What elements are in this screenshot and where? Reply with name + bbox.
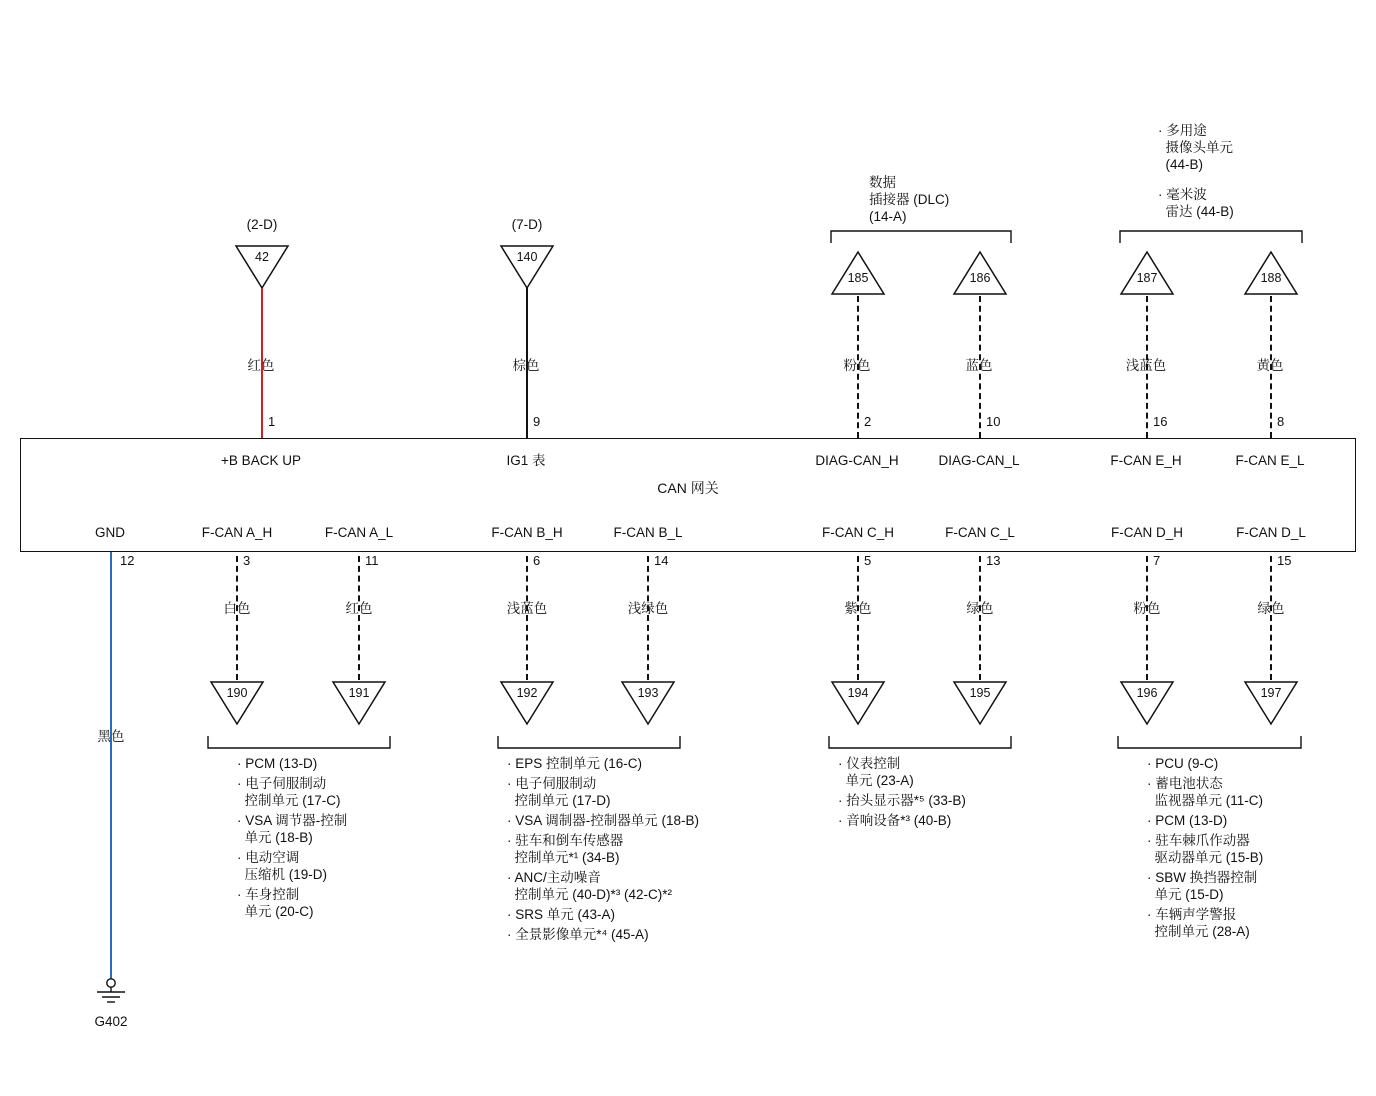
top-group-label-camera-line5: 雷达 (44-B)	[1158, 204, 1234, 219]
group-b-item-5: · SRS 单元 (43-A)	[507, 907, 616, 922]
connector-186-number: 186	[969, 271, 991, 285]
group-d-item-1b: 监视器单元 (11-C)	[1147, 793, 1264, 808]
port-label-f-can-a-h: F-CAN A_H	[201, 525, 273, 540]
connector-194-number: 194	[847, 686, 869, 700]
wire-color-187: 浅蓝色	[1125, 358, 1167, 373]
group-a-item-4: · 车身控制	[237, 887, 300, 902]
group-a-item-3b: 压缩机 (19-D)	[237, 867, 328, 882]
port-label-diag-can-h: DIAG-CAN_H	[815, 453, 899, 468]
wire-gnd	[110, 552, 112, 984]
group-d-item-5: · 车辆声学警报	[1147, 907, 1237, 922]
top-group-label-dlc-line3: (14-A)	[869, 209, 907, 224]
group-b-item-6: · 全景影像单元*⁴ (45-A)	[507, 927, 649, 942]
pin-number-6: 6	[533, 553, 541, 568]
group-d-item-4: · SBW 换挡器控制	[1147, 870, 1258, 885]
pin-number-13: 13	[986, 553, 1001, 568]
wire-194	[857, 556, 859, 680]
group-a-item-2b: 单元 (18-B)	[237, 830, 313, 845]
port-label-b-backup: +B BACK UP	[221, 453, 301, 468]
pin-number-12: 12	[120, 553, 135, 568]
bracket-group-d	[1117, 735, 1302, 751]
pin-number-2: 2	[864, 414, 872, 429]
wire-196	[1146, 556, 1148, 680]
wire-color-191: 红色	[345, 601, 373, 616]
group-b-item-3: · 驻车和倒车传感器	[507, 833, 624, 848]
port-label-diag-can-l: DIAG-CAN_L	[938, 453, 1020, 468]
connector-190-number: 190	[226, 686, 248, 700]
connector-197-number: 197	[1260, 686, 1282, 700]
group-a-item-0: · PCM (13-D)	[237, 756, 318, 771]
port-label-f-can-a-l: F-CAN A_L	[324, 525, 394, 540]
connector-191-number: 191	[348, 686, 370, 700]
group-b-item-0: · EPS 控制单元 (16-C)	[507, 756, 643, 771]
bracket-dlc	[830, 228, 1012, 244]
pin-number-5: 5	[864, 553, 872, 568]
pin-number-11: 11	[365, 553, 379, 568]
group-a-item-1b: 控制单元 (17-C)	[237, 793, 341, 808]
port-label-f-can-d-l: F-CAN D_L	[1236, 525, 1306, 540]
group-b-item-1b: 控制单元 (17-D)	[507, 793, 611, 808]
wire-color-196: 粉色	[1133, 601, 1161, 616]
top-group-label-camera-line3: (44-B)	[1158, 157, 1204, 172]
group-a-item-3: · 电动空调	[237, 850, 300, 865]
wire-color-140: 棕色	[512, 358, 540, 373]
top-group-label-camera-line1: · 多用途	[1158, 123, 1207, 138]
port-label-f-can-e-h: F-CAN E_H	[1110, 453, 1182, 468]
wire-color-197: 绿色	[1257, 601, 1285, 616]
group-c-item-1: · 抬头显示器*⁵ (33-B)	[838, 793, 966, 808]
group-d-item-5b: 控制单元 (28-A)	[1147, 924, 1250, 939]
bracket-group-b	[497, 735, 681, 751]
group-c-item-0: · 仪表控制	[838, 756, 901, 771]
pin-number-16: 16	[1153, 414, 1168, 429]
wire-color-188: 黄色	[1256, 358, 1284, 373]
bracket-group-c	[828, 735, 1012, 751]
port-label-f-can-e-l: F-CAN E_L	[1235, 453, 1305, 468]
wire-197	[1270, 556, 1272, 680]
wire-191	[358, 556, 360, 680]
group-a-item-2: · VSA 调节器-控制	[237, 813, 348, 828]
group-d-item-1: · 蓄电池状态	[1147, 776, 1223, 791]
wire-color-185: 粉色	[843, 358, 871, 373]
wire-color-193: 浅绿色	[627, 601, 669, 616]
port-label-f-can-d-h: F-CAN D_H	[1110, 525, 1183, 540]
group-b-item-4: · ANC/主动噪音	[507, 870, 601, 885]
bracket-group-a	[207, 735, 391, 751]
pin-number-3: 3	[243, 553, 251, 568]
top-group-label-1: (7-D)	[511, 217, 543, 232]
connector-196-number: 196	[1136, 686, 1158, 700]
wire-color-186: 蓝色	[965, 358, 993, 373]
pin-number-9: 9	[533, 414, 541, 429]
gateway-title: CAN 网关	[657, 480, 719, 496]
connector-140-number: 140	[516, 250, 538, 264]
group-b-item-2: · VSA 调制器-控制器单元 (18-B)	[507, 813, 700, 828]
port-label-f-can-b-l: F-CAN B_L	[613, 525, 683, 540]
wire-color-192: 浅蓝色	[506, 601, 548, 616]
group-b-item-1: · 电子伺服制动	[507, 776, 597, 791]
pin-number-7: 7	[1153, 553, 1161, 568]
pin-number-8: 8	[1277, 414, 1285, 429]
wire-190	[236, 556, 238, 680]
top-group-label-camera-line4: · 毫米波	[1158, 187, 1207, 202]
wire-195	[979, 556, 981, 680]
connector-188-number: 188	[1260, 271, 1282, 285]
group-a-item-1: · 电子伺服制动	[237, 776, 327, 791]
pin-number-14: 14	[654, 553, 669, 568]
wire-color-195: 绿色	[966, 601, 994, 616]
pin-number-1: 1	[268, 414, 276, 429]
wire-color-42: 红色	[247, 358, 275, 373]
wire-193	[647, 556, 649, 680]
connector-192-number: 192	[516, 686, 538, 700]
ground-symbol	[88, 978, 134, 1010]
top-group-label-dlc-line2: 插接器 (DLC)	[869, 192, 950, 207]
group-b-item-4b: 控制单元 (40-D)*³ (42-C)*²	[507, 887, 673, 902]
wire-192	[526, 556, 528, 680]
ground-label: G402	[94, 1014, 128, 1029]
pin-number-10: 10	[986, 414, 1001, 429]
top-group-label-0: (2-D)	[246, 217, 278, 232]
group-d-item-3b: 驱动器单元 (15-B)	[1147, 850, 1264, 865]
wire-color-gnd: 黑色	[97, 729, 125, 744]
connector-193-number: 193	[637, 686, 659, 700]
pin-number-15: 15	[1277, 553, 1292, 568]
group-d-item-2: · PCM (13-D)	[1147, 813, 1228, 828]
group-d-item-3: · 驻车棘爪作动器	[1147, 833, 1250, 848]
connector-42-number: 42	[255, 250, 269, 264]
top-group-label-dlc-line1: 数据	[869, 175, 896, 190]
connector-195-number: 195	[969, 686, 991, 700]
top-group-label-camera-line2: 摄像头单元	[1158, 140, 1234, 155]
wire-color-190: 白色	[223, 601, 251, 616]
group-c-item-0b: 单元 (23-A)	[838, 773, 914, 788]
group-b-item-3b: 控制单元*¹ (34-B)	[507, 850, 620, 865]
wire-color-194: 紫色	[844, 601, 872, 616]
port-label-f-can-b-h: F-CAN B_H	[491, 525, 563, 540]
port-label-f-can-c-h: F-CAN C_H	[821, 525, 894, 540]
group-a-item-4b: 单元 (20-C)	[237, 904, 314, 919]
connector-187-number: 187	[1136, 271, 1158, 285]
bracket-camera-radar	[1119, 228, 1303, 244]
port-label-ig1: IG1 表	[506, 453, 546, 468]
port-label-f-can-c-l: F-CAN C_L	[945, 525, 1015, 540]
group-c-item-2: · 音响设备*³ (40-B)	[838, 813, 952, 828]
group-d-item-0: · PCU (9-C)	[1147, 756, 1219, 771]
group-d-item-4b: 单元 (15-D)	[1147, 887, 1224, 902]
port-label-gnd: GND	[95, 525, 125, 540]
connector-185-number: 185	[847, 271, 869, 285]
